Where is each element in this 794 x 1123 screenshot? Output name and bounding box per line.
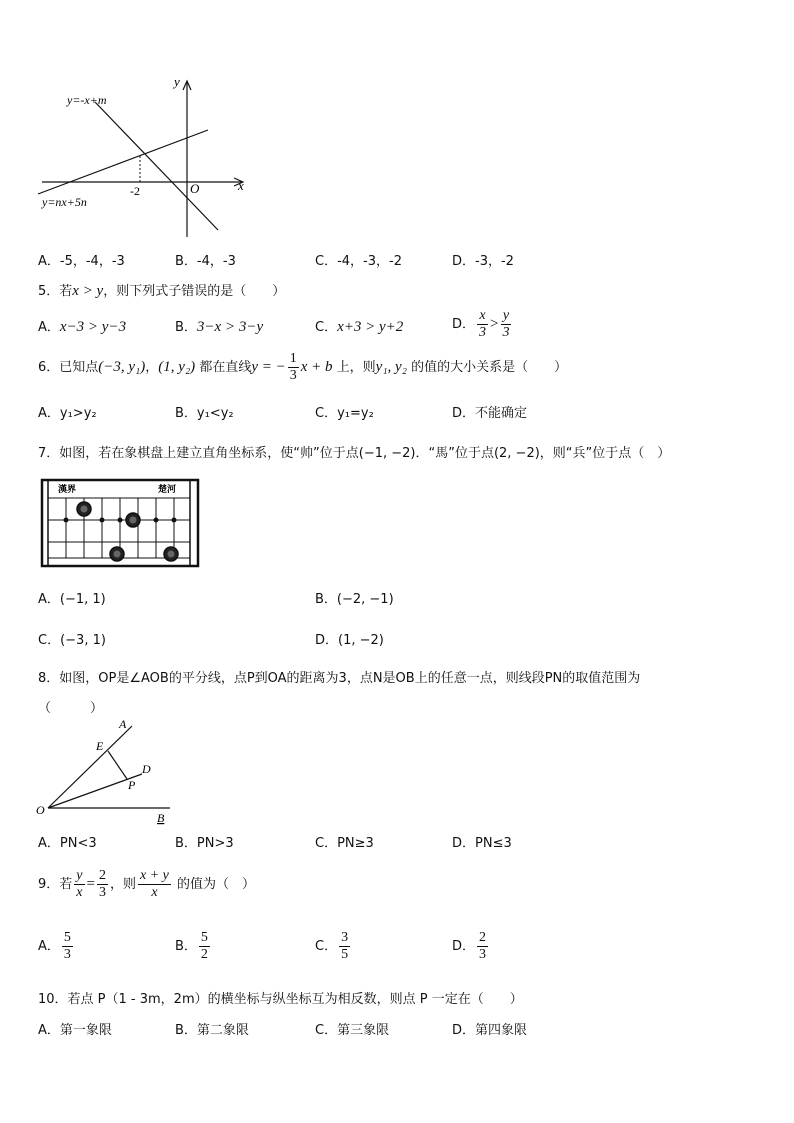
q10-stem: 10．若点 P（1 - 3m，2m）的横坐标与纵坐标互为相反数，则点 P 一定在（ ）	[38, 992, 523, 1007]
q5-option-b[interactable]: B．3−x > 3−y	[175, 319, 264, 335]
q4-option-b[interactable]: B．-4，-3	[175, 254, 236, 269]
river-label-left: 漢界	[58, 484, 77, 494]
label-D: D	[142, 762, 151, 776]
q7-chessboard	[40, 478, 202, 570]
q9-stem: 9．若 $\frac{y}{x}$ = $\frac{2}{3}$ ，则 $\frac{x + y}{x}$ 的值为（ ）	[38, 868, 256, 900]
piece-ma-icon	[164, 547, 178, 561]
q10-option-a[interactable]: A．第一象限	[38, 1023, 112, 1038]
q4-option-c[interactable]: C．-4，-3，-2	[315, 254, 402, 269]
q10-option-c[interactable]: C．第三象限	[315, 1023, 390, 1038]
q8-option-b[interactable]: B．PN>3	[175, 836, 234, 851]
q6-option-a[interactable]: A．y₁>y₂	[38, 406, 97, 421]
q8-stem-line1: 8．如图，OP是∠AOB的平分线，点P到OA的距离为3，点N是OB上的任意一点，则线段PN的取值范围为	[38, 671, 641, 686]
q7-stem: 7．如图，若在象棋盘上建立直角坐标系，使“帅”位于点(−1, −2)．“馬”位于点(2, −2)，则“兵”位于点（ ）	[38, 446, 671, 461]
q7-option-c[interactable]: C．(−3, 1)	[38, 633, 106, 648]
line2-label: y=nx+5n	[42, 195, 87, 209]
origin-label: O	[190, 181, 200, 196]
q8-stem-line2: （ ）	[38, 701, 104, 716]
label-P: P	[128, 778, 136, 792]
q4-option-d[interactable]: D．-3，-2	[452, 254, 514, 269]
q10-option-d[interactable]: D．第四象限	[452, 1023, 528, 1038]
river-label-right: 楚河	[158, 484, 177, 494]
piece-bing-icon	[77, 502, 91, 516]
piece-middle-icon	[126, 513, 140, 527]
line1-label: y=-x+m	[67, 93, 107, 107]
label-A: A	[119, 717, 127, 731]
q6-option-d[interactable]: D．不能确定	[452, 406, 528, 421]
y-axis-label: y	[174, 74, 180, 89]
q7-option-a[interactable]: A．(−1, 1)	[38, 592, 106, 607]
q9-option-b[interactable]: B． $\frac{5}{2}$	[175, 930, 208, 962]
q6-option-b[interactable]: B．y₁<y₂	[175, 406, 234, 421]
segment-EP	[108, 751, 127, 779]
q5-option-c[interactable]: C．x+3 > y+2	[315, 319, 404, 335]
label-B: B	[157, 811, 165, 825]
label-E: E	[96, 739, 104, 753]
q10-option-b[interactable]: B．第二象限	[175, 1023, 249, 1038]
tick-label: -2	[130, 184, 140, 198]
q4-option-a[interactable]: A．-5，-4，-3	[38, 254, 125, 269]
q8-option-a[interactable]: A．PN<3	[38, 836, 97, 851]
q6-option-c[interactable]: C．y₁=y₂	[315, 406, 374, 421]
q7-option-b[interactable]: B．(−2, −1)	[315, 592, 394, 607]
q8-figure	[30, 716, 180, 826]
line-y-nx-plus-5n	[38, 130, 208, 194]
q5-option-d[interactable]: D． $\frac{x}{3}$ > $\frac{y}{3}$	[452, 308, 510, 340]
piece-shuai-icon	[110, 547, 124, 561]
q5-option-a[interactable]: A．x−3 > y−3	[38, 319, 127, 335]
q6-stem: 6．已知点(−3, y₁)，(1, y₂) 都在直线y = − $\frac{1}{3}$ x + b 上，则y₁, y₂ 的值的大小关系是（ ）	[38, 351, 568, 383]
x-axis-label: x	[238, 178, 244, 193]
q8-option-d[interactable]: D．PN≤3	[452, 836, 512, 851]
q9-option-d[interactable]: D． $\frac{2}{3}$	[452, 930, 487, 962]
q7-option-d[interactable]: D．(1, −2)	[315, 633, 384, 648]
q8-option-c[interactable]: C．PN≥3	[315, 836, 374, 851]
q9-option-c[interactable]: C． $\frac{3}{5}$	[315, 930, 349, 962]
q4-graph	[30, 72, 260, 242]
q9-option-a[interactable]: A． $\frac{5}{3}$	[38, 930, 71, 962]
label-O: O	[36, 803, 45, 817]
q5-stem: 5．若x > y，则下列式子错误的是（ ）	[38, 283, 286, 299]
